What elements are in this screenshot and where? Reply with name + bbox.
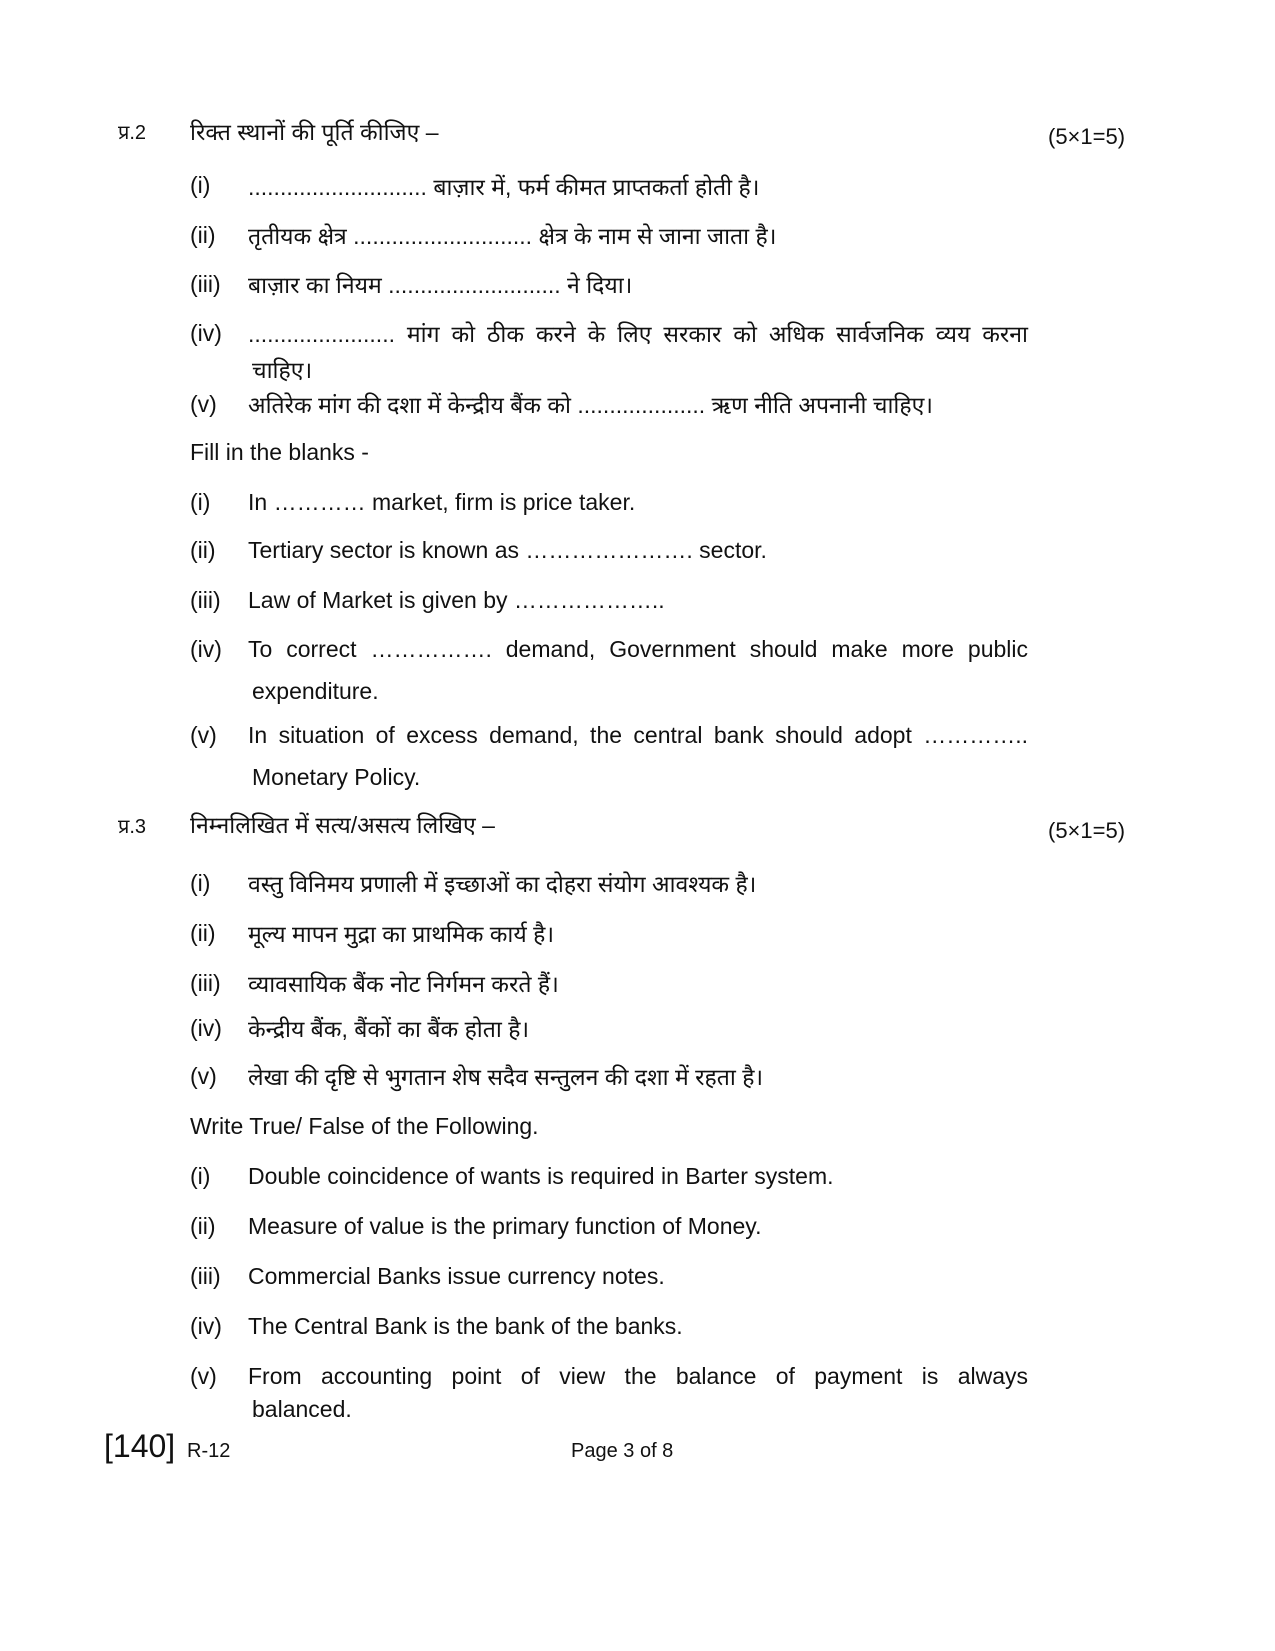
- q2-english-5-number: (v): [190, 722, 217, 748]
- q2-english-4-continuation: expenditure.: [252, 678, 379, 704]
- q3-english-4-text: The Central Bank is the bank of the banks.: [248, 1313, 683, 1339]
- q2-hindi-4-continuation: चाहिए।: [252, 357, 313, 383]
- q2-hindi-5-number: (v): [190, 391, 217, 417]
- q3-title: निम्नलिखित में सत्य/असत्य लिखिए –: [190, 812, 495, 838]
- q2-hindi-1-text: ............................ बाज़ार में, फर्म कीमत प्राप्तकर्ता होती है।: [248, 174, 760, 200]
- q2-title: रिक्त स्थानों की पूर्ति कीजिए –: [190, 119, 439, 145]
- q3-english-1-number: (i): [190, 1163, 211, 1189]
- q2-english-3-number: (iii): [190, 587, 221, 613]
- q2-hindi-5-text: अतिरेक मांग की दशा में केन्द्रीय बैंक को .................... ऋण नीति अपनानी चाहिए।: [248, 392, 934, 418]
- q3-hindi-4-text: केन्द्रीय बैंक, बैंकों का बैंक होता है।: [248, 1016, 530, 1042]
- q3-english-1-text: Double coincidence of wants is required in Barter system.: [248, 1163, 834, 1189]
- q2-hindi-3-number: (iii): [190, 271, 221, 297]
- q2-hindi-1-number: (i): [190, 172, 211, 198]
- q3-hindi-1-text: वस्तु विनिमय प्रणाली में इच्छाओं का दोहरा संयोग आवश्यक है।: [248, 871, 757, 897]
- q2-english-1-number: (i): [190, 489, 211, 515]
- q2-hindi-4-number: (iv): [190, 320, 222, 346]
- q2-hindi-2-text: तृतीयक क्षेत्र ............................ क्षेत्र के नाम से जाना जाता है।: [248, 223, 777, 249]
- q3-english-2-text: Measure of value is the primary function of Money.: [248, 1213, 762, 1239]
- q3-english-5-text: From accounting point of view the balance of payment is always: [248, 1363, 1028, 1389]
- q2-marks: (5×1=5): [1048, 124, 1126, 149]
- page-number: Page 3 of 8: [571, 1440, 674, 1462]
- q3-hindi-2-number: (ii): [190, 920, 216, 946]
- q3-english-3-text: Commercial Banks issue currency notes.: [248, 1263, 665, 1289]
- q3-hindi-5-number: (v): [190, 1063, 217, 1089]
- paper-code: [140]: [104, 1428, 176, 1464]
- q3-hindi-3-number: (iii): [190, 970, 221, 996]
- q3-number: प्र.3: [118, 816, 147, 838]
- q3-hindi-2-text: मूल्य मापन मुद्रा का प्राथमिक कार्य है।: [248, 921, 555, 947]
- q2-english-5-continuation: Monetary Policy.: [252, 764, 421, 790]
- q3-hindi-4-number: (iv): [190, 1015, 222, 1041]
- paper-series: R-12: [187, 1440, 231, 1462]
- q3-english-5-continuation: balanced.: [252, 1396, 352, 1422]
- q3-english-heading: Write True/ False of the Following.: [190, 1113, 539, 1139]
- q2-english-heading: Fill in the blanks -: [190, 439, 369, 465]
- q2-number: प्र.2: [118, 122, 147, 144]
- q3-english-5-number: (v): [190, 1363, 217, 1389]
- q2-hindi-4-text: ....................... मांग को ठीक करने के लिए सरकार को अधिक सार्वजनिक व्यय करना: [248, 321, 1028, 347]
- q2-english-4-text: To correct ……………. demand, Government should make more public: [248, 636, 1028, 662]
- q2-hindi-3-text: बाज़ार का नियम ........................... ने दिया।: [248, 272, 633, 298]
- q3-hindi-1-number: (i): [190, 870, 211, 896]
- q3-english-2-number: (ii): [190, 1213, 216, 1239]
- q2-english-3-text: Law of Market is given by ………………..: [248, 587, 665, 613]
- q2-english-2-number: (ii): [190, 537, 216, 563]
- q3-english-4-number: (iv): [190, 1313, 222, 1339]
- q2-english-4-number: (iv): [190, 636, 222, 662]
- q3-english-3-number: (iii): [190, 1263, 221, 1289]
- q3-hindi-5-text: लेखा की दृष्टि से भुगतान शेष सदैव सन्तुलन की दशा में रहता है।: [248, 1064, 764, 1090]
- q2-english-2-text: Tertiary sector is known as …………………. sector.: [248, 537, 767, 563]
- q3-marks: (5×1=5): [1048, 818, 1126, 843]
- q2-hindi-2-number: (ii): [190, 222, 216, 248]
- q2-english-1-text: In ………… market, firm is price taker.: [248, 489, 636, 515]
- q3-hindi-3-text: व्यावसायिक बैंक नोट निर्गमन करते हैं।: [248, 971, 559, 997]
- q2-english-5-text: In situation of excess demand, the central bank should adopt …………..: [248, 722, 1028, 748]
